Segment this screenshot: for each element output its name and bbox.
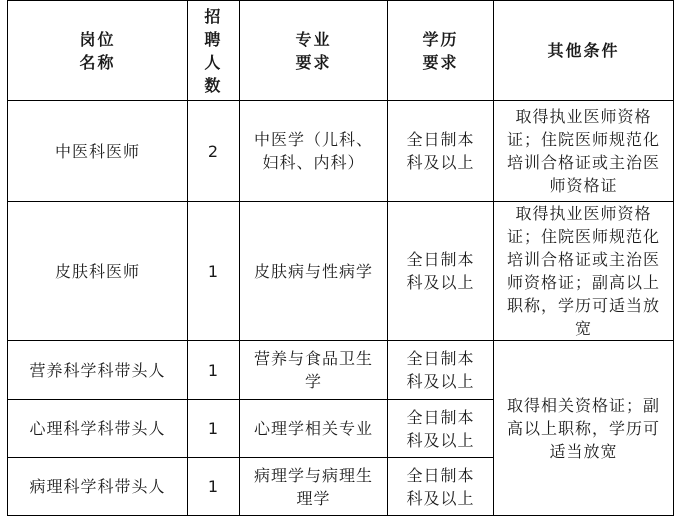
count-cell: 1	[188, 202, 240, 341]
header-education-line: 要求	[422, 52, 459, 72]
header-education-line: 学历	[422, 29, 459, 49]
count-cell: 1	[188, 458, 240, 516]
header-count-char: 人	[204, 52, 223, 72]
table-row	[8, 101, 674, 202]
count-cell: 1	[188, 400, 240, 458]
position-cell: 病理科学科带头人	[8, 458, 188, 516]
education-cell: 全日制本科及以上	[388, 458, 494, 516]
major-cell: 皮肤病与性病学	[239, 202, 387, 341]
header-major-line: 要求	[295, 52, 332, 72]
header-row	[8, 1, 674, 101]
shared-other-cell: 取得相关资格证；副高以上职称，学历可适当放宽	[493, 341, 673, 516]
count-cell: 1	[188, 341, 240, 400]
education-cell: 全日制本科及以上	[388, 202, 494, 341]
education-cell: 全日制本科及以上	[388, 101, 494, 202]
major-cell: 病理学与病理生理学	[239, 458, 387, 516]
other-cell: 取得执业医师资格证；住院医师规范化培训合格证或主治医师资格证；副高以上职称，学历可适当放宽	[493, 202, 673, 341]
education-cell: 全日制本科及以上	[388, 400, 494, 458]
education-cell: 全日制本科及以上	[388, 341, 494, 400]
position-cell: 心理科学科带头人	[8, 400, 188, 458]
header-major	[239, 1, 387, 101]
major-cell: 中医学（儿科、妇科、内科）	[239, 101, 387, 202]
header-position	[8, 1, 188, 101]
header-education	[388, 1, 494, 101]
position-cell: 皮肤科医师	[8, 202, 188, 341]
major-cell: 营养与食品卫生学	[239, 341, 387, 400]
major-cell: 心理学相关专业	[239, 400, 387, 458]
position-cell: 中医科医师	[8, 101, 188, 202]
header-count-char: 聘	[204, 29, 223, 49]
table-row	[8, 202, 674, 341]
other-cell: 取得执业医师资格证；住院医师规范化培训合格证或主治医师资格证	[493, 101, 673, 202]
recruitment-table	[7, 0, 674, 516]
header-major-line: 专业	[295, 29, 332, 49]
header-count-char: 招	[204, 6, 223, 26]
position-cell: 营养科学科带头人	[8, 341, 188, 400]
header-position-line: 名称	[79, 52, 116, 72]
header-position-line: 岗位	[79, 29, 116, 49]
header-count	[188, 1, 240, 101]
count-cell: 2	[188, 101, 240, 202]
header-count-char: 数	[204, 75, 223, 95]
header-other: 其他条件	[493, 1, 673, 101]
table-row	[8, 341, 674, 400]
